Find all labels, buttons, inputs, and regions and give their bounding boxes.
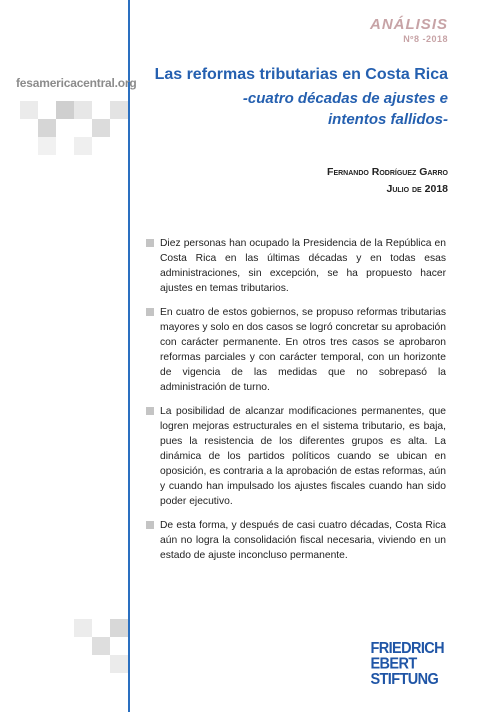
list-item [146, 236, 446, 296]
website-link[interactable]: fesamericacentral.org [16, 76, 137, 90]
decorative-square [92, 637, 110, 655]
decorative-square [74, 101, 92, 119]
series-number: Nº8 -2018 [403, 34, 448, 44]
decorative-square [110, 101, 128, 119]
bullet-square-icon [146, 308, 154, 316]
decorative-square [110, 619, 128, 637]
document-title [148, 66, 448, 130]
list-item [146, 404, 446, 509]
publication-date: Julio de 2018 [386, 183, 448, 195]
list-item [146, 305, 446, 395]
decorative-square [92, 119, 110, 137]
bullet-square-icon [146, 521, 154, 529]
logo-line-3: STIFTUNG [370, 670, 439, 689]
decorative-square [38, 137, 56, 155]
logo-line-2: EBERT [370, 655, 417, 673]
bullet-text: De esta forma, y después de casi cuatro décadas, Costa Rica aún no logra la consolidación fiscal necesaria, viviendo en un estado de ajuste inconcluso permanente. [160, 520, 446, 561]
bullet-text: La posibilidad de alcanzar modificaciones permanentes, que logren mejoras estructurales en el sistema tributario, es baja, pues la resistencia de los diferentes grupos es alta. La dinámica de los partidos políticos cuando se ubican en oposición, es contraria a la aprobación de estas reformas, aún y cuando han impulsado los ajustes fiscales cuando han sido poder ejecutivo. [160, 406, 446, 507]
logo-line-1: FRIEDRICH [370, 639, 444, 658]
decorative-square [56, 101, 74, 119]
subtitle-line-1: -cuatro décadas de ajustes e [242, 90, 448, 107]
decorative-square [110, 655, 128, 673]
author-block [327, 164, 448, 198]
title-main: Las reformas tributarias en Costa Rica [154, 66, 448, 83]
fes-logo [370, 641, 444, 687]
decorative-square [74, 619, 92, 637]
bullet-square-icon [146, 239, 154, 247]
title-subtitle [148, 88, 448, 130]
summary-bullets [146, 236, 446, 572]
bullet-text: En cuatro de estos gobiernos, se propuso reformas tributarias mayores y solo en dos casos se logró concretar su aprobación con carácter permanente. En otros tres casos se aprobaron reformas parciales y con carácter temporal, con un horizonte de vigencia de las medidas que no sobrepasó la administración de turno. [160, 307, 446, 393]
subtitle-line-2: intentos fallidos- [328, 111, 448, 128]
decorative-square [38, 119, 56, 137]
series-name: ANÁLISIS [369, 16, 448, 33]
author-name: Fernando Rodríguez Garro [327, 166, 448, 178]
decorative-square [20, 101, 38, 119]
list-item [146, 518, 446, 563]
bullet-square-icon [146, 407, 154, 415]
decorative-square [74, 137, 92, 155]
bullet-text: Diez personas han ocupado la Presidencia de la República en Costa Rica en las últimas décadas y en todas esas administraciones, sin excepción, se ha propuesto hacer ajustes en temas tributarios. [160, 238, 446, 294]
vertical-divider-line [128, 0, 130, 712]
series-header [370, 16, 448, 44]
